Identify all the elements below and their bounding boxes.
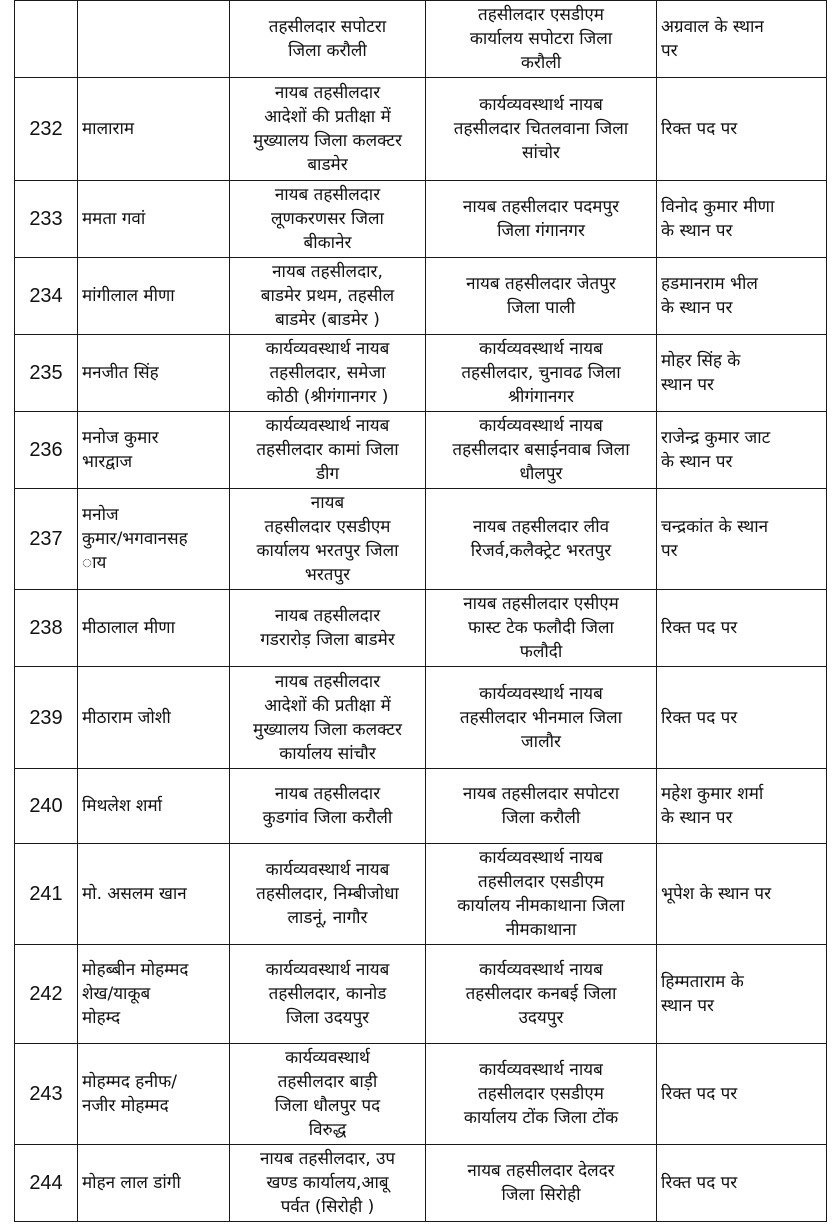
current-posting-cell: नायब तहसीलदार लूणकरणसर जिला बीकानेर: [230, 181, 426, 258]
officer-name-cell: मनोज कुमार/भगवानसह ाय: [78, 489, 230, 590]
remark-cell: रिक्त पद पर: [657, 590, 827, 667]
serial-number-cell: [15, 1, 78, 78]
remark-cell: भूपेश के स्थान पर: [657, 844, 827, 945]
new-posting-cell: नायब तहसीलदार एसीएम फास्ट टेक फलौदी जिला फलौदी: [426, 590, 657, 667]
current-posting-cell: कार्यव्यवस्थार्थ नायब तहसीलदार, कानोड जिला उदयपुर: [230, 945, 426, 1044]
current-posting-cell: कार्यव्यवस्थार्थ नायब तहसीलदार, समेजा कोठी (श्रीगंगानगर ): [230, 335, 426, 412]
transfer-list-page: [14, 0, 826, 1222]
serial-number-cell: 233: [15, 181, 78, 258]
remark-cell: रिक्त पद पर: [657, 78, 827, 181]
serial-number-cell: 237: [15, 489, 78, 590]
new-posting-cell: तहसीलदार एसडीएम कार्यालय सपोटरा जिला करौली: [426, 1, 657, 78]
new-posting-cell: नायब तहसीलदार देलदर जिला सिरोही: [426, 1145, 657, 1222]
officer-name-cell: मनोज कुमार भारद्वाज: [78, 412, 230, 489]
table-row: [15, 1044, 827, 1145]
remark-cell: रिक्त पद पर: [657, 1044, 827, 1145]
officer-name-cell: मिथलेश शर्मा: [78, 769, 230, 844]
table-row: [15, 1, 827, 78]
officer-name-cell: मो. असलम खान: [78, 844, 230, 945]
table-row: [15, 412, 827, 489]
new-posting-cell: कार्यव्यवस्थार्थ नायब तहसीलदार भीनमाल जिला जालौर: [426, 667, 657, 769]
serial-number-cell: 236: [15, 412, 78, 489]
table-row: [15, 844, 827, 945]
officer-name-cell: मीठाराम जोशी: [78, 667, 230, 769]
officer-name-cell: मालाराम: [78, 78, 230, 181]
new-posting-cell: नायब तहसीलदार लीव रिजर्व,कलैक्ट्रेट भरतपुर: [426, 489, 657, 590]
current-posting-cell: नायब तहसीलदार आदेशों की प्रतीक्षा में मुख्यालय जिला कलक्टर बाडमेर: [230, 78, 426, 181]
new-posting-cell: नायब तहसीलदार जेतपुर जिला पाली: [426, 258, 657, 335]
serial-number-cell: 239: [15, 667, 78, 769]
current-posting-cell: कार्यव्यवस्थार्थ तहसीलदार बाड़ी जिला धौलपुर पद विरुद्ध: [230, 1044, 426, 1145]
table-row: [15, 1145, 827, 1222]
serial-number-cell: 232: [15, 78, 78, 181]
current-posting-cell: नायब तहसीलदार गडरारोड़ जिला बाडमेर: [230, 590, 426, 667]
officer-name-cell: मोहम्मद हनीफ/ नजीर मोहम्मद: [78, 1044, 230, 1145]
remark-cell: हडमानराम भील के स्थान पर: [657, 258, 827, 335]
table-row: [15, 489, 827, 590]
transfer-table-body: [15, 1, 827, 1222]
remark-cell: रिक्त पद पर: [657, 1145, 827, 1222]
serial-number-cell: 234: [15, 258, 78, 335]
remark-cell: विनोद कुमार मीणा के स्थान पर: [657, 181, 827, 258]
serial-number-cell: 241: [15, 844, 78, 945]
new-posting-cell: कार्यव्यवस्थार्थ नायब तहसीलदार चितलवाना जिला सांचोर: [426, 78, 657, 181]
current-posting-cell: कार्यव्यवस्थार्थ नायब तहसीलदार, निम्बीजोधा लाडनूं, नागौर: [230, 844, 426, 945]
table-row: [15, 667, 827, 769]
officer-name-cell: मांगीलाल मीणा: [78, 258, 230, 335]
remark-cell: चन्द्रकांत के स्थान पर: [657, 489, 827, 590]
table-row: [15, 181, 827, 258]
current-posting-cell: नायब तहसीलदार, उप खण्ड कार्यालय,आबू पर्वत (सिरोही ): [230, 1145, 426, 1222]
current-posting-cell: नायब तहसीलदार आदेशों की प्रतीक्षा में मुख्यालय जिला कलक्टर कार्यालय सांचौर: [230, 667, 426, 769]
officer-name-cell: मीठालाल मीणा: [78, 590, 230, 667]
new-posting-cell: कार्यव्यवस्थार्थ नायब तहसीलदार, चुनावढ जिला श्रीगंगानगर: [426, 335, 657, 412]
serial-number-cell: 242: [15, 945, 78, 1044]
remark-cell: रिक्त पद पर: [657, 667, 827, 769]
new-posting-cell: कार्यव्यवस्थार्थ नायब तहसीलदार एसडीएम कार्यालय टोंक जिला टोंक: [426, 1044, 657, 1145]
table-row: [15, 590, 827, 667]
new-posting-cell: कार्यव्यवस्थार्थ नायब तहसीलदार कनबई जिला उदयपुर: [426, 945, 657, 1044]
table-row: [15, 78, 827, 181]
table-row: [15, 769, 827, 844]
new-posting-cell: कार्यव्यवस्थार्थ नायब तहसीलदार एसडीएम कार्यालय नीमकाथाना जिला नीमकाथाना: [426, 844, 657, 945]
new-posting-cell: नायब तहसीलदार पदमपुर जिला गंगानगर: [426, 181, 657, 258]
officer-name-cell: [78, 1, 230, 78]
new-posting-cell: नायब तहसीलदार सपोटरा जिला करौली: [426, 769, 657, 844]
table-row: [15, 945, 827, 1044]
officer-name-cell: मोहब्बीन मोहम्मद शेख/याकूब मोहम्द: [78, 945, 230, 1044]
remark-cell: अग्रवाल के स्थान पर: [657, 1, 827, 78]
current-posting-cell: नायब तहसीलदार एसडीएम कार्यालय भरतपुर जिला भरतपुर: [230, 489, 426, 590]
serial-number-cell: 238: [15, 590, 78, 667]
officer-name-cell: मोहन लाल डांगी: [78, 1145, 230, 1222]
remark-cell: महेश कुमार शर्मा के स्थान पर: [657, 769, 827, 844]
remark-cell: राजेन्द्र कुमार जाट के स्थान पर: [657, 412, 827, 489]
current-posting-cell: तहसीलदार सपोटरा जिला करौली: [230, 1, 426, 78]
remark-cell: मोहर सिंह के स्थान पर: [657, 335, 827, 412]
serial-number-cell: 243: [15, 1044, 78, 1145]
officer-name-cell: मनजीत सिंह: [78, 335, 230, 412]
table-row: [15, 258, 827, 335]
new-posting-cell: कार्यव्यवस्थार्थ नायब तहसीलदार बसाईनवाब जिला धौलपुर: [426, 412, 657, 489]
current-posting-cell: नायब तहसीलदार कुडगांव जिला करौली: [230, 769, 426, 844]
serial-number-cell: 240: [15, 769, 78, 844]
table-row: [15, 335, 827, 412]
serial-number-cell: 235: [15, 335, 78, 412]
current-posting-cell: कार्यव्यवस्थार्थ नायब तहसीलदार कामां जिला डीग: [230, 412, 426, 489]
current-posting-cell: नायब तहसीलदार, बाडमेर प्रथम, तहसील बाडमेर (बाडमेर ): [230, 258, 426, 335]
remark-cell: हिम्मताराम के स्थान पर: [657, 945, 827, 1044]
serial-number-cell: 244: [15, 1145, 78, 1222]
officer-name-cell: ममता गवां: [78, 181, 230, 258]
transfer-table: [14, 0, 827, 1222]
